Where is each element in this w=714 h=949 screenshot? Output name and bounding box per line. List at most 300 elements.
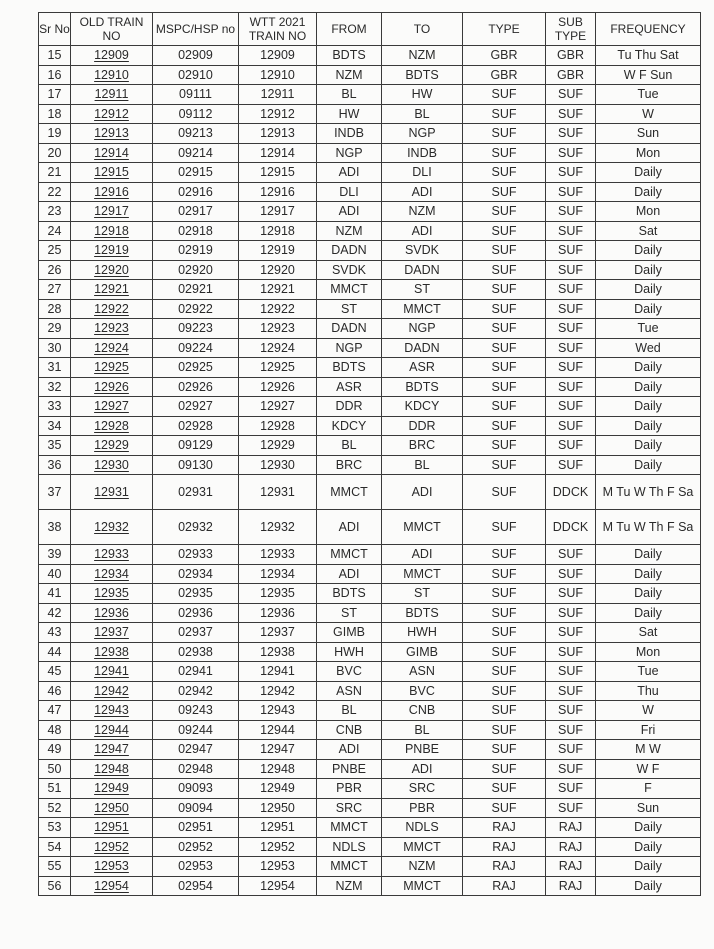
wtt-train-no-cell: 12925 [239, 358, 317, 378]
sr-no-cell: 33 [39, 397, 71, 417]
from-station-cell: KDCY [317, 416, 382, 436]
from-station-cell: DADN [317, 319, 382, 339]
sr-no-cell: 26 [39, 260, 71, 280]
sub-type-cell: SUF [546, 241, 596, 261]
mspc-hsp-no-cell: 02928 [153, 416, 239, 436]
header-to: TO [382, 13, 463, 46]
wtt-train-no-cell: 12947 [239, 740, 317, 760]
to-station-cell: BL [382, 455, 463, 475]
sub-type-cell: SUF [546, 319, 596, 339]
frequency-cell: Sat [596, 623, 701, 643]
mspc-hsp-no-cell: 02934 [153, 564, 239, 584]
to-station-cell: BDTS [382, 603, 463, 623]
frequency-cell: Wed [596, 338, 701, 358]
sr-no-cell: 23 [39, 202, 71, 222]
type-cell: SUF [463, 104, 546, 124]
sub-type-cell: SUF [546, 124, 596, 144]
sr-no-cell: 32 [39, 377, 71, 397]
header-sub-type: SUB TYPE [546, 13, 596, 46]
mspc-hsp-no-cell: 02952 [153, 837, 239, 857]
old-train-no-link[interactable]: 12949 [71, 779, 153, 799]
header-frequency: FREQUENCY [596, 13, 701, 46]
old-train-no-link[interactable]: 12925 [71, 358, 153, 378]
type-cell: SUF [463, 779, 546, 799]
sr-no-cell: 43 [39, 623, 71, 643]
old-train-no-link[interactable]: 12916 [71, 182, 153, 202]
type-cell: SUF [463, 416, 546, 436]
sr-no-cell: 44 [39, 642, 71, 662]
mspc-hsp-no-cell: 02922 [153, 299, 239, 319]
type-cell: SUF [463, 260, 546, 280]
sub-type-cell: SUF [546, 642, 596, 662]
sub-type-cell: SUF [546, 681, 596, 701]
sub-type-cell: GBR [546, 65, 596, 85]
mspc-hsp-no-cell: 02910 [153, 65, 239, 85]
old-train-no-link[interactable]: 12926 [71, 377, 153, 397]
from-station-cell: DDR [317, 397, 382, 417]
sub-type-cell: SUF [546, 358, 596, 378]
type-cell: SUF [463, 436, 546, 456]
type-cell: RAJ [463, 837, 546, 857]
sr-no-cell: 39 [39, 545, 71, 565]
from-station-cell: BDTS [317, 584, 382, 604]
type-cell: SUF [463, 545, 546, 565]
wtt-train-no-cell: 12953 [239, 857, 317, 877]
wtt-train-no-cell: 12941 [239, 662, 317, 682]
table-row [39, 701, 701, 721]
header-row [39, 13, 701, 46]
old-train-no-link[interactable]: 12910 [71, 65, 153, 85]
old-train-no-link[interactable]: 12948 [71, 759, 153, 779]
type-cell: SUF [463, 701, 546, 721]
sub-type-cell: SUF [546, 623, 596, 643]
type-cell: SUF [463, 85, 546, 105]
from-station-cell: BVC [317, 662, 382, 682]
old-train-no-link[interactable]: 12932 [71, 510, 153, 545]
sr-no-cell: 25 [39, 241, 71, 261]
sr-no-cell: 55 [39, 857, 71, 877]
type-cell: SUF [463, 143, 546, 163]
from-station-cell: BL [317, 436, 382, 456]
type-cell: SUF [463, 358, 546, 378]
wtt-train-no-cell: 12933 [239, 545, 317, 565]
to-station-cell: DLI [382, 163, 463, 183]
type-cell: SUF [463, 221, 546, 241]
frequency-cell: W F Sun [596, 65, 701, 85]
frequency-cell: Daily [596, 299, 701, 319]
old-train-no-link[interactable]: 12924 [71, 338, 153, 358]
frequency-cell: W [596, 701, 701, 721]
frequency-cell: Daily [596, 857, 701, 877]
old-train-no-link[interactable]: 12943 [71, 701, 153, 721]
type-cell: SUF [463, 455, 546, 475]
table-row [39, 759, 701, 779]
mspc-hsp-no-cell: 02921 [153, 280, 239, 300]
type-cell: SUF [463, 319, 546, 339]
old-train-no-link[interactable]: 12935 [71, 584, 153, 604]
frequency-cell: Tue [596, 85, 701, 105]
old-train-no-link[interactable]: 12929 [71, 436, 153, 456]
old-train-no-link[interactable]: 12920 [71, 260, 153, 280]
old-train-no-link[interactable]: 12931 [71, 475, 153, 510]
old-train-no-link[interactable]: 12950 [71, 798, 153, 818]
type-cell: SUF [463, 564, 546, 584]
to-station-cell: SVDK [382, 241, 463, 261]
to-station-cell: ASR [382, 358, 463, 378]
sub-type-cell: SUF [546, 740, 596, 760]
to-station-cell: INDB [382, 143, 463, 163]
sub-type-cell: SUF [546, 416, 596, 436]
to-station-cell: PBR [382, 798, 463, 818]
type-cell: RAJ [463, 857, 546, 877]
table-row [39, 720, 701, 740]
old-train-no-link[interactable]: 12917 [71, 202, 153, 222]
wtt-train-no-cell: 12934 [239, 564, 317, 584]
table-row [39, 241, 701, 261]
to-station-cell: MMCT [382, 876, 463, 896]
type-cell: SUF [463, 475, 546, 510]
sub-type-cell: SUF [546, 260, 596, 280]
from-station-cell: NGP [317, 143, 382, 163]
type-cell: SUF [463, 681, 546, 701]
sub-type-cell: SUF [546, 104, 596, 124]
sub-type-cell: SUF [546, 143, 596, 163]
mspc-hsp-no-cell: 09244 [153, 720, 239, 740]
mspc-hsp-no-cell: 02938 [153, 642, 239, 662]
from-station-cell: PBR [317, 779, 382, 799]
frequency-cell: Daily [596, 377, 701, 397]
mspc-hsp-no-cell: 09224 [153, 338, 239, 358]
mspc-hsp-no-cell: 02915 [153, 163, 239, 183]
sub-type-cell: DDCK [546, 475, 596, 510]
sr-no-cell: 19 [39, 124, 71, 144]
sr-no-cell: 40 [39, 564, 71, 584]
type-cell: GBR [463, 65, 546, 85]
sub-type-cell: RAJ [546, 818, 596, 838]
type-cell: SUF [463, 299, 546, 319]
to-station-cell: DADN [382, 260, 463, 280]
wtt-train-no-cell: 12912 [239, 104, 317, 124]
old-train-no-link[interactable]: 12938 [71, 642, 153, 662]
table-row [39, 603, 701, 623]
mspc-hsp-no-cell: 09130 [153, 455, 239, 475]
to-station-cell: NZM [382, 46, 463, 66]
sub-type-cell: SUF [546, 545, 596, 565]
to-station-cell: NZM [382, 202, 463, 222]
sub-type-cell: SUF [546, 202, 596, 222]
mspc-hsp-no-cell: 02916 [153, 182, 239, 202]
mspc-hsp-no-cell: 02948 [153, 759, 239, 779]
table-row [39, 740, 701, 760]
from-station-cell: NZM [317, 876, 382, 896]
sr-no-cell: 47 [39, 701, 71, 721]
type-cell: SUF [463, 397, 546, 417]
table-row [39, 104, 701, 124]
old-train-no-link[interactable]: 12915 [71, 163, 153, 183]
old-train-no-link[interactable]: 12913 [71, 124, 153, 144]
mspc-hsp-no-cell: 02931 [153, 475, 239, 510]
wtt-train-no-cell: 12951 [239, 818, 317, 838]
from-station-cell: PNBE [317, 759, 382, 779]
old-train-no-link[interactable]: 12930 [71, 455, 153, 475]
mspc-hsp-no-cell: 09223 [153, 319, 239, 339]
sr-no-cell: 45 [39, 662, 71, 682]
sr-no-cell: 53 [39, 818, 71, 838]
table-row [39, 510, 701, 545]
wtt-train-no-cell: 12950 [239, 798, 317, 818]
wtt-train-no-cell: 12949 [239, 779, 317, 799]
to-station-cell: KDCY [382, 397, 463, 417]
wtt-train-no-cell: 12942 [239, 681, 317, 701]
type-cell: SUF [463, 603, 546, 623]
old-train-no-link[interactable]: 12934 [71, 564, 153, 584]
wtt-train-no-cell: 12916 [239, 182, 317, 202]
wtt-train-no-cell: 12910 [239, 65, 317, 85]
mspc-hsp-no-cell: 02942 [153, 681, 239, 701]
from-station-cell: CNB [317, 720, 382, 740]
sub-type-cell: SUF [546, 779, 596, 799]
old-train-no-link[interactable]: 12937 [71, 623, 153, 643]
sub-type-cell: SUF [546, 397, 596, 417]
from-station-cell: NZM [317, 221, 382, 241]
old-train-no-link[interactable]: 12918 [71, 221, 153, 241]
sr-no-cell: 52 [39, 798, 71, 818]
type-cell: SUF [463, 338, 546, 358]
mspc-hsp-no-cell: 02925 [153, 358, 239, 378]
to-station-cell: HWH [382, 623, 463, 643]
from-station-cell: ADI [317, 564, 382, 584]
mspc-hsp-no-cell: 09243 [153, 701, 239, 721]
sub-type-cell: RAJ [546, 857, 596, 877]
wtt-train-no-cell: 12954 [239, 876, 317, 896]
frequency-cell: Mon [596, 642, 701, 662]
old-train-no-link[interactable]: 12921 [71, 280, 153, 300]
old-train-no-link[interactable]: 12923 [71, 319, 153, 339]
old-train-no-link[interactable]: 12927 [71, 397, 153, 417]
sr-no-cell: 18 [39, 104, 71, 124]
mspc-hsp-no-cell: 09093 [153, 779, 239, 799]
table-row [39, 260, 701, 280]
sr-no-cell: 37 [39, 475, 71, 510]
type-cell: SUF [463, 740, 546, 760]
frequency-cell: Daily [596, 416, 701, 436]
sub-type-cell: SUF [546, 280, 596, 300]
sr-no-cell: 24 [39, 221, 71, 241]
old-train-no-link[interactable]: 12919 [71, 241, 153, 261]
table-row [39, 584, 701, 604]
to-station-cell: BDTS [382, 65, 463, 85]
type-cell: RAJ [463, 818, 546, 838]
type-cell: SUF [463, 124, 546, 144]
frequency-cell: Sun [596, 798, 701, 818]
wtt-train-no-cell: 12917 [239, 202, 317, 222]
mspc-hsp-no-cell: 02917 [153, 202, 239, 222]
table-row [39, 475, 701, 510]
to-station-cell: CNB [382, 701, 463, 721]
old-train-no-link[interactable]: 12941 [71, 662, 153, 682]
to-station-cell: NDLS [382, 818, 463, 838]
table-row [39, 182, 701, 202]
from-station-cell: NZM [317, 65, 382, 85]
sub-type-cell: DDCK [546, 510, 596, 545]
mspc-hsp-no-cell: 02920 [153, 260, 239, 280]
sub-type-cell: SUF [546, 85, 596, 105]
to-station-cell: ADI [382, 545, 463, 565]
sub-type-cell: GBR [546, 46, 596, 66]
mspc-hsp-no-cell: 02935 [153, 584, 239, 604]
mspc-hsp-no-cell: 09213 [153, 124, 239, 144]
sub-type-cell: SUF [546, 603, 596, 623]
frequency-cell: Mon [596, 202, 701, 222]
sr-no-cell: 46 [39, 681, 71, 701]
sr-no-cell: 22 [39, 182, 71, 202]
frequency-cell: W [596, 104, 701, 124]
old-train-no-link[interactable]: 12954 [71, 876, 153, 896]
sub-type-cell: SUF [546, 798, 596, 818]
type-cell: SUF [463, 510, 546, 545]
table-row [39, 163, 701, 183]
to-station-cell: MMCT [382, 564, 463, 584]
to-station-cell: DADN [382, 338, 463, 358]
sr-no-cell: 30 [39, 338, 71, 358]
mspc-hsp-no-cell: 02933 [153, 545, 239, 565]
frequency-cell: Daily [596, 241, 701, 261]
table-row [39, 681, 701, 701]
old-train-no-link[interactable]: 12953 [71, 857, 153, 877]
table-row [39, 46, 701, 66]
old-train-no-link[interactable]: 12912 [71, 104, 153, 124]
to-station-cell: NZM [382, 857, 463, 877]
table-row [39, 397, 701, 417]
table-row [39, 319, 701, 339]
wtt-train-no-cell: 12920 [239, 260, 317, 280]
sr-no-cell: 17 [39, 85, 71, 105]
wtt-train-no-cell: 12928 [239, 416, 317, 436]
from-station-cell: ASR [317, 377, 382, 397]
wtt-train-no-cell: 12921 [239, 280, 317, 300]
old-train-no-link[interactable]: 12944 [71, 720, 153, 740]
from-station-cell: SRC [317, 798, 382, 818]
header-wtt-2021-train-no: WTT 2021 TRAIN NO [239, 13, 317, 46]
type-cell: SUF [463, 377, 546, 397]
from-station-cell: ADI [317, 510, 382, 545]
to-station-cell: ST [382, 280, 463, 300]
type-cell: SUF [463, 720, 546, 740]
old-train-no-link[interactable]: 12947 [71, 740, 153, 760]
frequency-cell: Mon [596, 143, 701, 163]
wtt-train-no-cell: 12918 [239, 221, 317, 241]
from-station-cell: BL [317, 701, 382, 721]
mspc-hsp-no-cell: 09214 [153, 143, 239, 163]
mspc-hsp-no-cell: 02954 [153, 876, 239, 896]
sr-no-cell: 21 [39, 163, 71, 183]
sub-type-cell: SUF [546, 720, 596, 740]
from-station-cell: BDTS [317, 46, 382, 66]
from-station-cell: MMCT [317, 857, 382, 877]
sr-no-cell: 38 [39, 510, 71, 545]
to-station-cell: NGP [382, 319, 463, 339]
mspc-hsp-no-cell: 02919 [153, 241, 239, 261]
to-station-cell: BDTS [382, 377, 463, 397]
to-station-cell: ADI [382, 759, 463, 779]
wtt-train-no-cell: 12927 [239, 397, 317, 417]
type-cell: SUF [463, 584, 546, 604]
table-row [39, 85, 701, 105]
frequency-cell: Tue [596, 662, 701, 682]
to-station-cell: BL [382, 104, 463, 124]
old-train-no-link[interactable]: 12928 [71, 416, 153, 436]
old-train-no-link[interactable]: 12951 [71, 818, 153, 838]
frequency-cell: Sun [596, 124, 701, 144]
table-row [39, 65, 701, 85]
to-station-cell: HW [382, 85, 463, 105]
to-station-cell: ST [382, 584, 463, 604]
from-station-cell: ADI [317, 163, 382, 183]
old-train-no-link[interactable]: 12914 [71, 143, 153, 163]
sub-type-cell: SUF [546, 377, 596, 397]
mspc-hsp-no-cell: 02937 [153, 623, 239, 643]
wtt-train-no-cell: 12926 [239, 377, 317, 397]
wtt-train-no-cell: 12913 [239, 124, 317, 144]
wtt-train-no-cell: 12919 [239, 241, 317, 261]
old-train-no-link[interactable]: 12942 [71, 681, 153, 701]
frequency-cell: Sat [596, 221, 701, 241]
type-cell: SUF [463, 642, 546, 662]
table-row [39, 837, 701, 857]
sr-no-cell: 31 [39, 358, 71, 378]
old-train-no-link[interactable]: 12936 [71, 603, 153, 623]
from-station-cell: BL [317, 85, 382, 105]
wtt-train-no-cell: 12952 [239, 837, 317, 857]
mspc-hsp-no-cell: 02951 [153, 818, 239, 838]
wtt-train-no-cell: 12935 [239, 584, 317, 604]
table-row [39, 124, 701, 144]
type-cell: SUF [463, 202, 546, 222]
frequency-cell: W F [596, 759, 701, 779]
sr-no-cell: 50 [39, 759, 71, 779]
to-station-cell: ADI [382, 182, 463, 202]
old-train-no-link[interactable]: 12922 [71, 299, 153, 319]
from-station-cell: DADN [317, 241, 382, 261]
table-row [39, 857, 701, 877]
old-train-no-link[interactable]: 12933 [71, 545, 153, 565]
from-station-cell: ADI [317, 202, 382, 222]
sub-type-cell: SUF [546, 163, 596, 183]
frequency-cell: Daily [596, 260, 701, 280]
frequency-cell: Daily [596, 436, 701, 456]
table-row [39, 436, 701, 456]
old-train-no-link[interactable]: 12952 [71, 837, 153, 857]
frequency-cell: Daily [596, 564, 701, 584]
sub-type-cell: SUF [546, 338, 596, 358]
old-train-no-link[interactable]: 12909 [71, 46, 153, 66]
sub-type-cell: SUF [546, 564, 596, 584]
mspc-hsp-no-cell: 02936 [153, 603, 239, 623]
table-row [39, 564, 701, 584]
frequency-cell: M W [596, 740, 701, 760]
wtt-train-no-cell: 12931 [239, 475, 317, 510]
to-station-cell: DDR [382, 416, 463, 436]
table-row [39, 545, 701, 565]
table-row [39, 662, 701, 682]
to-station-cell: BL [382, 720, 463, 740]
from-station-cell: GIMB [317, 623, 382, 643]
sr-no-cell: 27 [39, 280, 71, 300]
sub-type-cell: SUF [546, 759, 596, 779]
wtt-train-no-cell: 12932 [239, 510, 317, 545]
old-train-no-link[interactable]: 12911 [71, 85, 153, 105]
type-cell: SUF [463, 798, 546, 818]
